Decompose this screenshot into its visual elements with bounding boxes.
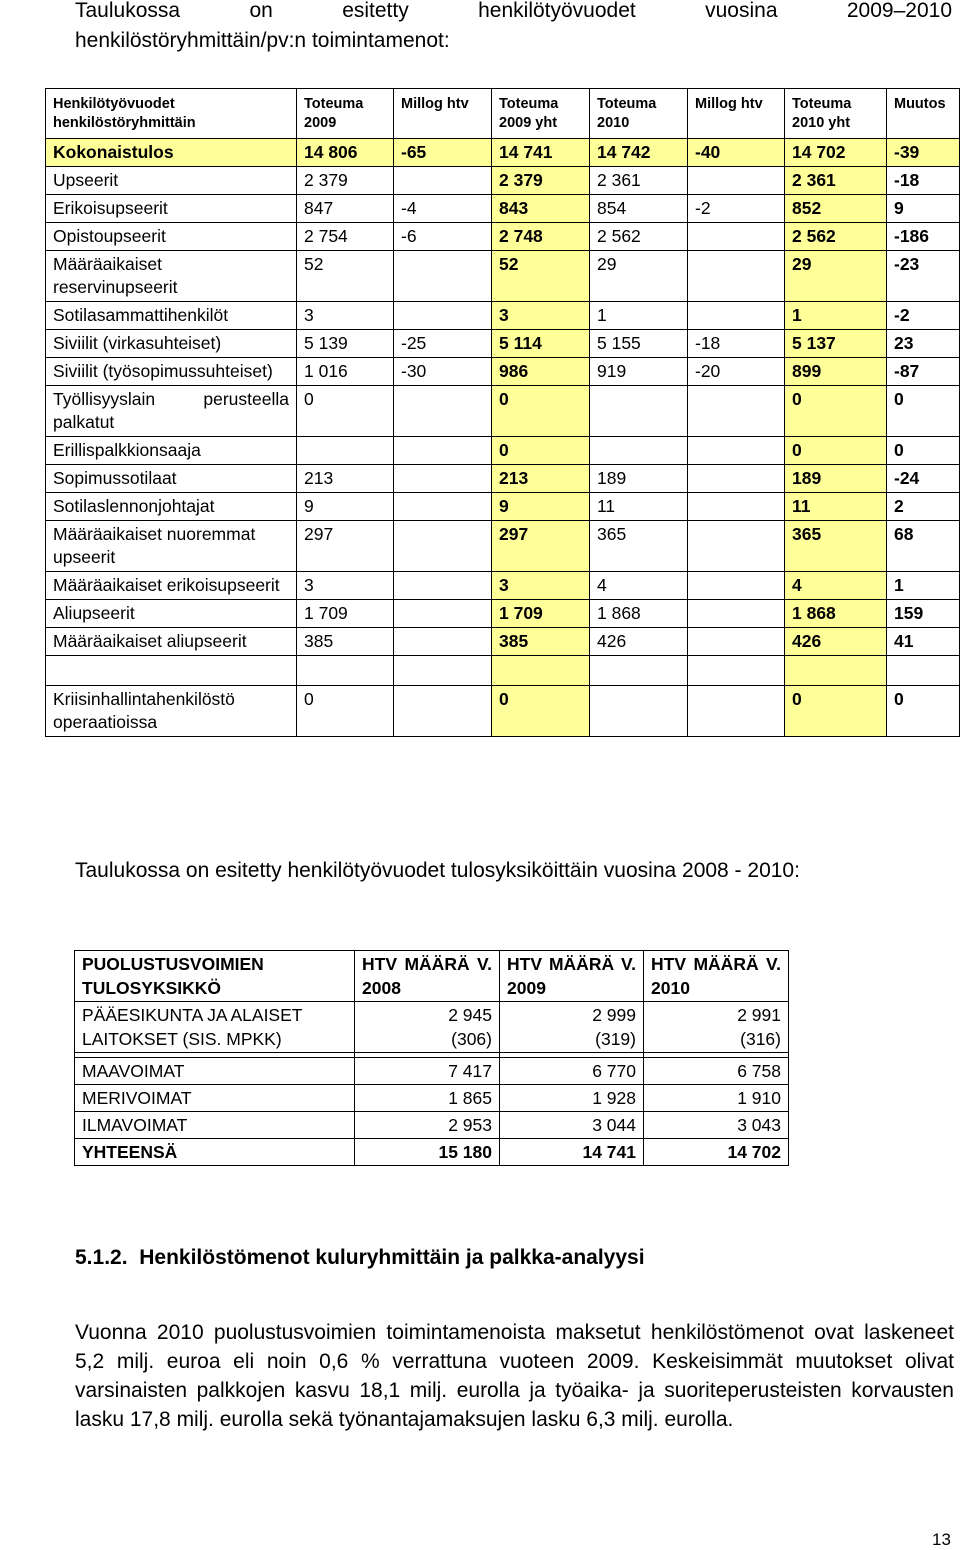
value-cell	[394, 167, 492, 195]
value-cell: 854	[590, 195, 688, 223]
table-row	[46, 437, 960, 465]
header-cell: HTV MÄÄRÄ V. 2010	[644, 951, 789, 1002]
unit-cell: YHTEENSÄ	[75, 1139, 355, 1166]
value-cell: 14 741	[492, 139, 590, 167]
value-cell	[590, 686, 688, 737]
value-cell: 1 928	[500, 1085, 644, 1112]
header-cell: PUOLUSTUSVOIMIEN TULOSYKSIKKÖ	[75, 951, 355, 1002]
value-cell: 3 044	[500, 1112, 644, 1139]
group-cell: Sopimussotilaat	[46, 465, 297, 493]
table-row	[46, 465, 960, 493]
value-cell: 2 379	[492, 167, 590, 195]
value-cell	[394, 493, 492, 521]
group-cell: Siviilit (työsopimussuhteiset)	[46, 358, 297, 386]
group-cell: Sotilasammattihenkilöt	[46, 302, 297, 330]
spacer-cell	[887, 656, 960, 686]
value-cell: 52	[297, 251, 394, 302]
value-cell	[688, 167, 785, 195]
value-cell: 365	[785, 521, 887, 572]
value-cell: 213	[297, 465, 394, 493]
value-cell: 2 562	[785, 223, 887, 251]
section-number: 5.1.2.	[75, 1246, 128, 1269]
value-cell: 0	[492, 686, 590, 737]
value-cell: 0	[887, 437, 960, 465]
header-cell: HTV MÄÄRÄ V. 2009	[500, 951, 644, 1002]
table-row	[75, 1085, 789, 1112]
header-cell: Muutos	[887, 89, 960, 139]
group-cell: Opistoupseerit	[46, 223, 297, 251]
value-cell: 0	[887, 386, 960, 437]
value-cell: -6	[394, 223, 492, 251]
value-cell: 1 868	[785, 600, 887, 628]
value-cell	[688, 302, 785, 330]
page-number: 13	[932, 1530, 951, 1549]
value-cell: 847	[297, 195, 394, 223]
group-cell: Aliupseerit	[46, 600, 297, 628]
spacer-cell	[492, 656, 590, 686]
value-cell: 3	[297, 572, 394, 600]
value-cell: 2 361	[590, 167, 688, 195]
value-cell	[688, 493, 785, 521]
value-cell: 2 953	[355, 1112, 500, 1139]
value-cell: 5 137	[785, 330, 887, 358]
value-cell	[394, 686, 492, 737]
group-cell: Työllisyyslain perusteella palkatut	[46, 386, 297, 437]
value-cell	[394, 521, 492, 572]
value-cell: 2 754	[297, 223, 394, 251]
value-cell: 1 709	[492, 600, 590, 628]
header-cell: Toteuma 2009	[297, 89, 394, 139]
value-cell: 213	[492, 465, 590, 493]
table-row	[46, 251, 960, 302]
value-cell	[688, 686, 785, 737]
value-cell: 189	[590, 465, 688, 493]
value-cell: 2 562	[590, 223, 688, 251]
total-row	[46, 139, 960, 167]
value-cell: 3 043	[644, 1112, 789, 1139]
value-cell: 365	[590, 521, 688, 572]
value-cell: 986	[492, 358, 590, 386]
value-cell: 4	[590, 572, 688, 600]
value-cell: 1	[785, 302, 887, 330]
table-row	[46, 521, 960, 572]
table-row	[46, 167, 960, 195]
value-cell: 15 180	[355, 1139, 500, 1166]
group-cell: Siviilit (virkasuhteiset)	[46, 330, 297, 358]
value-cell: 297	[297, 521, 394, 572]
value-sub: (306)	[451, 1029, 492, 1049]
value-cell: -18	[688, 330, 785, 358]
table-row	[46, 330, 960, 358]
value-cell: 3	[492, 572, 590, 600]
value-cell: 385	[492, 628, 590, 656]
value-cell	[688, 628, 785, 656]
table-row	[75, 1058, 789, 1085]
value-cell: 159	[887, 600, 960, 628]
value-cell: 0	[297, 386, 394, 437]
table2-intro: Taulukossa on esitetty henkilötyövuodet tulosyksiköittäin vuosina 2008 - 2010:	[75, 859, 800, 882]
table-row	[75, 1112, 789, 1139]
value-cell	[590, 437, 688, 465]
value-cell	[394, 600, 492, 628]
value-cell: 14 741	[500, 1139, 644, 1166]
value-cell	[688, 386, 785, 437]
value-cell: 7 417	[355, 1058, 500, 1085]
value-cell: -20	[688, 358, 785, 386]
spacer-cell	[590, 656, 688, 686]
value-cell: -18	[887, 167, 960, 195]
value-cell	[394, 251, 492, 302]
value-cell	[688, 437, 785, 465]
value-cell: 843	[492, 195, 590, 223]
table-row	[46, 195, 960, 223]
value-cell: -39	[887, 139, 960, 167]
group-cell: Kokonaistulos	[46, 139, 297, 167]
unit-cell: MERIVOIMAT	[75, 1085, 355, 1112]
value-cell: 1 868	[590, 600, 688, 628]
group-cell: Kriisinhallintahenkilöstö operaatioissa	[46, 686, 297, 737]
value-cell: 0	[297, 686, 394, 737]
section-title: Henkilöstömenot kuluryhmittäin ja palkka-analyysi	[139, 1246, 645, 1269]
section-heading	[75, 1246, 645, 1270]
table-row	[46, 600, 960, 628]
value-cell	[394, 465, 492, 493]
body-paragraph: Vuonna 2010 puolustusvoimien toimintamenoista maksetut henkilöstömenot ovat laskeneet 5,2 milj. euroa eli noin 0,6 % verrattuna vuoteen 2009. Keskeisimmät muutokset olivat varsinaisten palkkojen kasvu 18,1 milj. eurolla ja työaika- ja suoriteperusteisten korvausten lasku 17,8 milj. eurolla sekä työnantajamaksujen lasku 6,3 milj. eurolla.	[75, 1321, 954, 1431]
value-cell: 11	[590, 493, 688, 521]
value-cell	[688, 465, 785, 493]
value-cell: 3	[297, 302, 394, 330]
value-cell: 11	[785, 493, 887, 521]
value: 2 999	[592, 1005, 636, 1025]
header-cell: Toteuma 2009 yht	[492, 89, 590, 139]
spacer-cell	[394, 656, 492, 686]
group-cell: Erillispalkkionsaaja	[46, 437, 297, 465]
value-cell: 0	[785, 386, 887, 437]
value-cell: -30	[394, 358, 492, 386]
value-cell: 1 709	[297, 600, 394, 628]
unit-cell: ILMAVOIMAT	[75, 1112, 355, 1139]
value-cell: 0	[785, 437, 887, 465]
value-cell: 68	[887, 521, 960, 572]
group-cell: Sotilaslennonjohtajat	[46, 493, 297, 521]
table-row	[75, 1002, 789, 1053]
group-cell: Upseerit	[46, 167, 297, 195]
value-cell: 9	[887, 195, 960, 223]
spacer-row	[46, 656, 960, 686]
value-cell: -23	[887, 251, 960, 302]
value-cell: 2 361	[785, 167, 887, 195]
value-cell: 14 806	[297, 139, 394, 167]
total-row	[75, 1139, 789, 1166]
value-cell	[394, 302, 492, 330]
value-cell: -25	[394, 330, 492, 358]
table-row	[46, 386, 960, 437]
value-cell: 1	[590, 302, 688, 330]
value-cell: 297	[492, 521, 590, 572]
value-cell: 9	[297, 493, 394, 521]
value-cell: -24	[887, 465, 960, 493]
spacer-cell	[46, 656, 297, 686]
value-cell: 52	[492, 251, 590, 302]
value-cell	[644, 1002, 789, 1053]
header-cell: HTV MÄÄRÄ V. 2008	[355, 951, 500, 1002]
group-cell: Määräaikaiset erikoisupseerit	[46, 572, 297, 600]
table-row	[46, 223, 960, 251]
value-cell: 23	[887, 330, 960, 358]
group-cell: Määräaikaiset nuoremmat upseerit	[46, 521, 297, 572]
value: 2 991	[737, 1005, 781, 1025]
intro-line-1: Taulukossa on esitetty henkilötyövuodet vuosina 2009–2010	[75, 0, 952, 22]
unit-cell: PÄÄESIKUNTA JA ALAISET LAITOKSET (SIS. MPKK)	[75, 1002, 355, 1053]
value-cell: 5 114	[492, 330, 590, 358]
value-cell: 0	[492, 386, 590, 437]
value-cell	[688, 600, 785, 628]
header-cell: Millog htv	[394, 89, 492, 139]
value-cell: 0	[785, 686, 887, 737]
value-cell: 189	[785, 465, 887, 493]
group-cell: Erikoisupseerit	[46, 195, 297, 223]
value-cell: 919	[590, 358, 688, 386]
group-cell: Määräaikaiset reservinupseerit	[46, 251, 297, 302]
value-cell: -186	[887, 223, 960, 251]
value-sub: (316)	[740, 1029, 781, 1049]
value-cell: 1 910	[644, 1085, 789, 1112]
table-row	[46, 358, 960, 386]
value-cell: 3	[492, 302, 590, 330]
value-cell: 14 702	[785, 139, 887, 167]
group-cell: Määräaikaiset aliupseerit	[46, 628, 297, 656]
value-cell: 1 016	[297, 358, 394, 386]
value-cell	[297, 437, 394, 465]
value-cell: 852	[785, 195, 887, 223]
value-cell: -65	[394, 139, 492, 167]
value-cell: 6 758	[644, 1058, 789, 1085]
value-cell	[355, 1002, 500, 1053]
header-cell: Henkilötyövuodet henkilöstöryhmittäin	[46, 89, 297, 139]
table-header-row	[46, 89, 960, 139]
value-cell: 41	[887, 628, 960, 656]
spacer-cell	[688, 656, 785, 686]
value-cell	[394, 628, 492, 656]
table-body	[46, 139, 960, 737]
value-cell: -40	[688, 139, 785, 167]
value-cell	[394, 386, 492, 437]
value-cell: 14 742	[590, 139, 688, 167]
value-cell: 6 770	[500, 1058, 644, 1085]
value-cell	[590, 386, 688, 437]
value-cell: 426	[785, 628, 887, 656]
value-cell: -2	[688, 195, 785, 223]
table-row	[46, 686, 960, 737]
value-cell: 5 139	[297, 330, 394, 358]
table-row	[46, 302, 960, 330]
value-cell: 4	[785, 572, 887, 600]
value-cell	[688, 251, 785, 302]
value-cell	[688, 572, 785, 600]
table-row	[46, 628, 960, 656]
spacer-cell	[297, 656, 394, 686]
value-cell: -2	[887, 302, 960, 330]
value-cell: 5 155	[590, 330, 688, 358]
value-cell: 426	[590, 628, 688, 656]
value-cell	[394, 437, 492, 465]
value-cell: 29	[590, 251, 688, 302]
value-cell: 14 702	[644, 1139, 789, 1166]
value-cell: 1 865	[355, 1085, 500, 1112]
value-cell	[688, 223, 785, 251]
value-cell: 0	[492, 437, 590, 465]
value-cell: 899	[785, 358, 887, 386]
spacer-cell	[785, 656, 887, 686]
table-row	[46, 493, 960, 521]
value-cell: 2 379	[297, 167, 394, 195]
value-cell: -87	[887, 358, 960, 386]
value-cell: 29	[785, 251, 887, 302]
value-cell: 0	[887, 686, 960, 737]
table-row	[46, 572, 960, 600]
value-cell	[394, 572, 492, 600]
value-sub: (319)	[595, 1029, 636, 1049]
value-cell: 385	[297, 628, 394, 656]
value-cell: -4	[394, 195, 492, 223]
value-cell	[688, 521, 785, 572]
value-cell: 2	[887, 493, 960, 521]
unit-personnel-table	[74, 950, 789, 1166]
value-cell: 2 748	[492, 223, 590, 251]
intro-line-2: henkilöstöryhmittäin/pv:n toimintamenot:	[75, 29, 450, 52]
value: 2 945	[448, 1005, 492, 1025]
value-cell: 9	[492, 493, 590, 521]
value-cell	[500, 1002, 644, 1053]
header-cell: Toteuma 2010	[590, 89, 688, 139]
table-header-row	[75, 951, 789, 1002]
unit-cell: MAAVOIMAT	[75, 1058, 355, 1085]
value-cell: 1	[887, 572, 960, 600]
personnel-years-table	[45, 88, 960, 737]
header-cell: Millog htv	[688, 89, 785, 139]
header-cell: Toteuma 2010 yht	[785, 89, 887, 139]
